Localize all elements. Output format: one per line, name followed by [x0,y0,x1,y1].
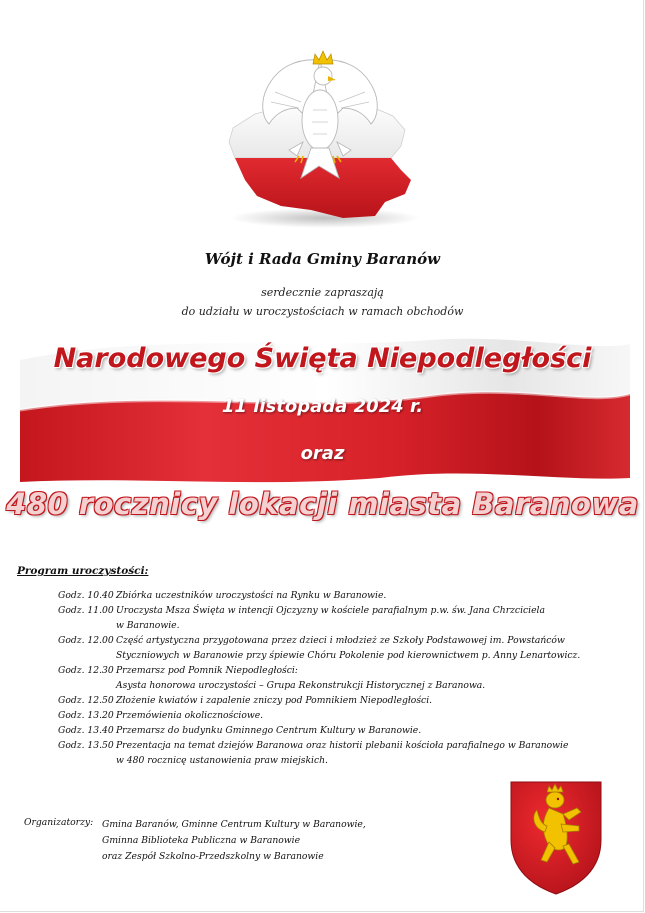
program-item-time: Godz. 12.30 [58,665,114,676]
program-item-time: Godz. 13.20 [58,710,114,721]
program-item [58,738,588,768]
baranow-coat-of-arms-icon [507,778,605,896]
program-item [58,723,588,738]
program-item [58,633,588,663]
program-item [58,708,588,723]
program-item-text: Przemarsz pod Pomnik Niepodległości: [116,665,298,676]
headline-anniversary: 480 rocznicy lokacji miasta Baranowa [6,487,639,521]
program-item-text: Przemówienia okolicznościowe. [116,710,264,721]
program-item-text: Prezentacja na temat dziejów Baranowa oraz historii plebanii kościoła parafialnego w Baranowie [116,740,569,751]
polish-eagle-emblem-icon [215,30,425,230]
organizers-label: Organizatorzy: [24,817,94,828]
headline-holiday: Narodowego Święta Niepodległości [53,343,592,374]
organizer-line: Gmina Baranów, Gminne Centrum Kultury w Baranowie, [102,819,366,830]
organizer-line: Gminna Biblioteka Publiczna w Baranowie [102,835,301,846]
program-item [58,693,588,708]
organizer-line: oraz Zespół Szkolno-Przedszkolny w Baranowie [102,851,324,862]
program-list [58,588,588,768]
program-item [58,603,588,633]
program-item-continuation: w 480 rocznicę ustanowienia praw miejskich. [116,755,328,766]
program-title: Program uroczystości: [17,565,149,577]
program-item-text: Złożenie kwiatów i zapalenie zniczy pod Pomnikiem Niepodległości. [116,695,433,706]
invite-line-1: serdecznie zapraszają [261,286,384,299]
program-item-time: Godz. 12.00 [58,635,114,646]
program-item-time: Godz. 11.00 [58,605,114,616]
program-item-continuation: w Baranowie. [116,620,180,631]
program-item [58,663,588,693]
invite-line-2: do udziału w uroczystościach w ramach obchodów [181,305,464,318]
program-item [58,588,588,603]
program-item-text: Uroczysta Msza Święta w intencji Ojczyzny w kościele parafialnym p.w. św. Jana Chrzciciela [116,605,545,616]
program-item-time: Godz. 13.40 [58,725,114,736]
program-item-continuation: Styczniowych w Baranowie przy śpiewie Chóru Pokolenie pod kierownictwem p. Anny Lenartowicz. [116,650,581,661]
program-item-time: Godz. 12.50 [58,695,114,706]
organizers-list [102,817,366,865]
program-item-time: Godz. 10.40 [58,590,114,601]
program-item-text: Przemarsz do budynku Gminnego Centrum Kultury w Baranowie. [116,725,422,736]
headline-date: 11 listopada 2024 r. [221,396,424,417]
program-item-text: Zbiórka uczestników uroczystości na Rynku w Baranowie. [116,590,387,601]
program-item-text: Część artystyczna przygotowana przez dzieci i młodzież ze Szkoły Podstawowej im. Powstańców [116,635,565,646]
host-title: Wójt i Rada Gminy Baranów [204,250,441,268]
program-item-time: Godz. 13.50 [58,740,114,751]
program-item-continuation: Asysta honorowa uroczystości – Grupa Rekonstrukcji Historycznej z Baranowa. [116,680,486,691]
headline-and: oraz [300,443,345,464]
